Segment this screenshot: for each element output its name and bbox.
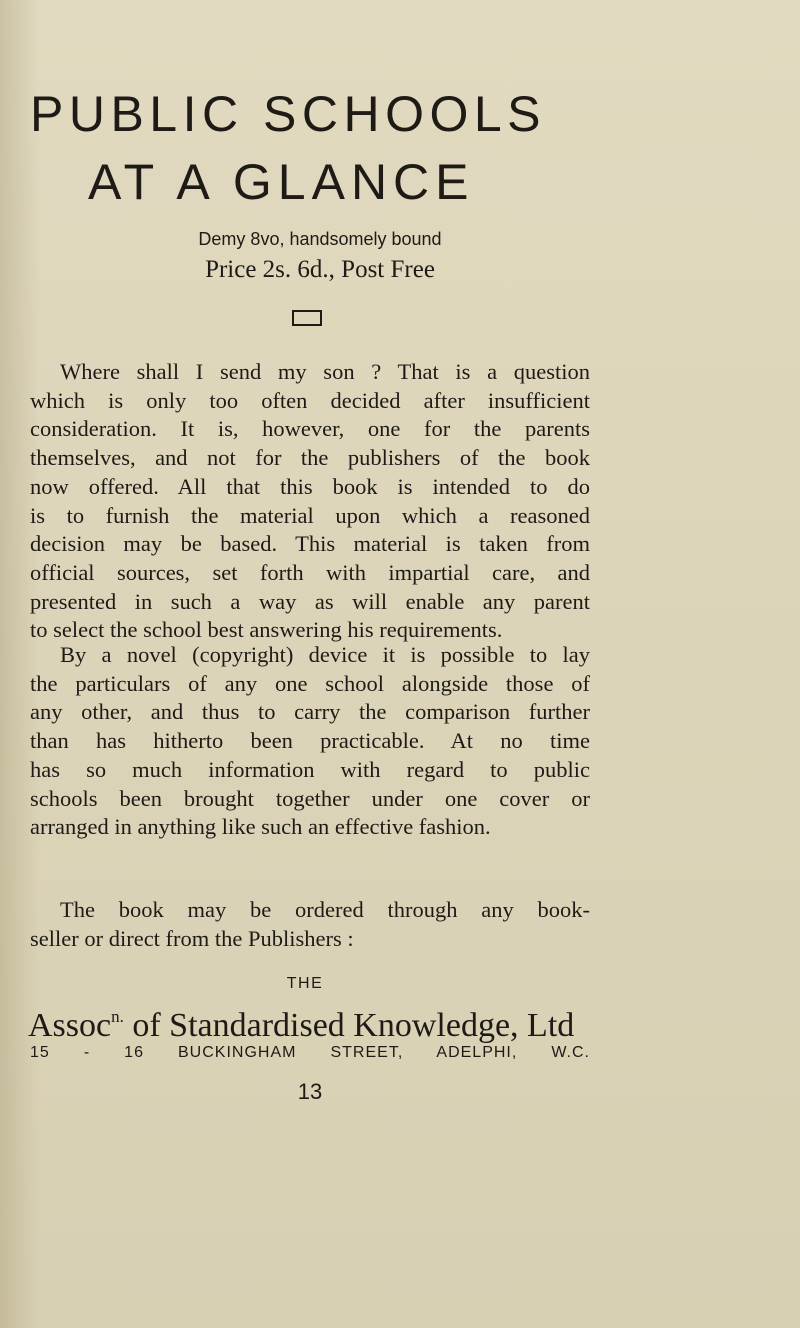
paragraph-line: presented in such a way as will enable any parent [30,588,590,614]
title-line-1: PUBLIC SCHOOLS [30,86,547,142]
paragraph-line: consideration. It is, however, one for the parents [30,416,590,442]
paragraph-line: arranged in anything like such an effective fashion. [30,814,491,840]
format-note: Demy 8vo, handsomely bound [198,229,442,249]
paragraph-line: themselves, and not for the publishers of the book [30,445,590,471]
paragraph-line: is to furnish the material upon which a reasoned [30,502,590,528]
paragraph-line: Where shall I send my son ? That is a question [60,359,590,384]
paragraph-1 [30,358,590,645]
paragraph-line: has so much information with regard to public [30,756,590,782]
paragraph-line: to select the school best answering his requirements. [30,617,503,643]
publisher-name-superscript: n. [111,1007,124,1026]
paragraph-2 [30,641,590,842]
paragraph-line: the particulars of any one school alongside those of [30,670,590,696]
page-number: 13 [297,1079,323,1104]
price-line: Price 2s. 6d., Post Free [205,256,435,283]
paragraph-3 [30,896,590,953]
paragraph-line: By a novel (copyright) device it is possible to lay [60,642,590,667]
paragraph-line: than has hitherto been practicable. At no time [30,728,590,754]
rectangle-ornament-icon [292,310,322,326]
publisher-address: 15 - 16 BUCKINGHAM STREET, ADELPHI, W.C. [30,1044,590,1061]
paragraph-line: The book may be ordered through any book- [60,897,590,922]
publisher-name-prefix: Assoc [28,1007,112,1044]
paragraph-line: which is only too often decided after insufficient [30,387,590,413]
paragraph-line: seller or direct from the Publishers : [30,925,354,951]
title-line-2: AT A GLANCE [88,154,475,210]
paragraph-line: decision may be based. This material is taken from [30,531,590,557]
publisher-article: THE [286,975,324,992]
publisher-name [28,997,598,1046]
paragraph-line: now offered. All that this book is intended to do [30,473,590,499]
publisher-name-rest: of Standardised Knowledge, Ltd [123,1007,575,1044]
paragraph-line: schools been brought together under one cover or [30,785,590,811]
paragraph-line: official sources, set forth with impartial care, and [30,559,590,585]
paragraph-line: any other, and thus to carry the comparison further [30,699,590,725]
